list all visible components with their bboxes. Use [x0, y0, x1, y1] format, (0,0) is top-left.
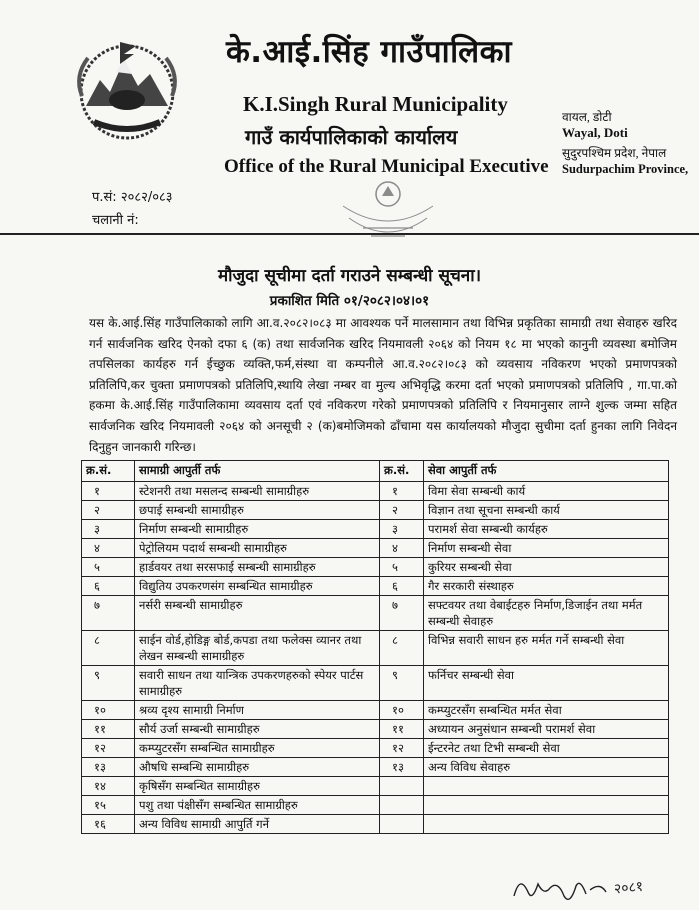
row-serial-goods: २: [82, 501, 135, 520]
header-services-supply: सेवा आपुर्ती तर्फ: [424, 461, 669, 482]
row-serial-services: २: [380, 501, 424, 520]
row-services-item: विज्ञान तथा सूचना सम्बन्धी कार्य: [424, 501, 669, 520]
table-row: [82, 666, 669, 701]
row-services-item: अध्यायन अनुसंधान सम्बन्धी परामर्श सेवा: [424, 720, 669, 739]
notice-body: [89, 313, 677, 457]
registration-categories-table: [81, 460, 669, 834]
table-body: [82, 482, 669, 834]
table-row: [82, 596, 669, 631]
row-goods-item: श्रव्य दृश्य सामाग्री निर्माण: [135, 701, 380, 720]
address-english: Wayal, Doti: [562, 125, 628, 140]
table-row: [82, 558, 669, 577]
row-serial-goods: १२: [82, 739, 135, 758]
table-row: [82, 577, 669, 596]
row-serial-services: [380, 796, 424, 815]
table-row: [82, 482, 669, 501]
table-row: [82, 720, 669, 739]
row-goods-item: अन्य विविध सामाग्री आपुर्ति गर्ने: [135, 815, 380, 834]
table-row: [82, 796, 669, 815]
row-serial-services: ९: [380, 666, 424, 701]
row-serial-goods: ११: [82, 720, 135, 739]
row-goods-item: पशु तथा पंक्षीसँग सम्बन्धित सामाग्रीहरु: [135, 796, 380, 815]
municipality-title-english: K.I.Singh Rural Municipality: [243, 92, 508, 116]
header-divider: [0, 233, 699, 235]
row-serial-goods: ४: [82, 539, 135, 558]
row-services-item: ईन्टरनेट तथा टिभी सम्बन्धी सेवा: [424, 739, 669, 758]
signature-icon: [510, 866, 670, 910]
row-goods-item: छपाई सम्बन्धी सामाग्रीहरु: [135, 501, 380, 520]
table-header-row: [82, 461, 669, 482]
row-serial-services: १२: [380, 739, 424, 758]
row-serial-services: ८: [380, 631, 424, 666]
row-goods-item: कम्प्युटरसँग सम्बन्धित सामाग्रीहरु: [135, 739, 380, 758]
row-serial-goods: ३: [82, 520, 135, 539]
row-serial-goods: ९: [82, 666, 135, 701]
table-row: [82, 501, 669, 520]
row-serial-services: १०: [380, 701, 424, 720]
municipality-title-nepali: के.आई.सिंह गाउँपालिका: [226, 34, 512, 70]
row-serial-goods: ८: [82, 631, 135, 666]
table-row: [82, 539, 669, 558]
row-services-item: [424, 796, 669, 815]
row-services-item: विमा सेवा सम्बन्धी कार्य: [424, 482, 669, 501]
row-services-item: गैर सरकारी संस्थाहरु: [424, 577, 669, 596]
row-goods-item: औषधि सम्बन्धि सामाग्रीहरु: [135, 758, 380, 777]
row-serial-goods: १: [82, 482, 135, 501]
row-goods-item: साईन वोर्ड,होडिङ्ग बोर्ड,कपडा तथा फलेक्स व्यानर तथा लेखन सम्बन्धी सामाग्रीहरु: [135, 631, 380, 666]
table-row: [82, 701, 669, 720]
row-serial-services: १३: [380, 758, 424, 777]
row-goods-item: निर्माण सम्बन्धी सामाग्रीहरु: [135, 520, 380, 539]
row-goods-item: हार्डवयर तथा सरसफाई सम्बन्धी सामाग्रीहरु: [135, 558, 380, 577]
header-goods-supply: सामाग्री आपुर्ती तर्फ: [135, 461, 380, 482]
row-serial-services: ७: [380, 596, 424, 631]
row-serial-goods: १०: [82, 701, 135, 720]
row-serial-goods: ५: [82, 558, 135, 577]
row-goods-item: विद्युतिय उपकरणसंग सम्बन्धित सामाग्रीहरु: [135, 577, 380, 596]
row-serial-services: ३: [380, 520, 424, 539]
row-serial-goods: १५: [82, 796, 135, 815]
row-goods-item: पेट्रोलियम पदार्थ सम्बन्धी सामाग्रीहरु: [135, 539, 380, 558]
province-nepali: सुदुरपश्चिम प्रदेश, नेपाल: [562, 146, 667, 160]
published-date: प्रकाशित मिति ०१/२०८२।०४।०१: [269, 293, 430, 309]
dispatch-number: चलानी नं:: [92, 213, 139, 228]
table-row: [82, 815, 669, 834]
row-serial-services: ६: [380, 577, 424, 596]
row-serial-services: [380, 815, 424, 834]
row-services-item: अन्य विविध सेवाहरु: [424, 758, 669, 777]
row-goods-item: सौर्य उर्जा सम्बन्धी सामाग्रीहरु: [135, 720, 380, 739]
row-serial-services: १: [380, 482, 424, 501]
row-services-item: निर्माण सम्बन्धी सेवा: [424, 539, 669, 558]
row-goods-item: स्टेशनरी तथा मसलन्द सम्बन्धी सामाग्रीहरु: [135, 482, 380, 501]
row-serial-goods: १४: [82, 777, 135, 796]
table-row: [82, 758, 669, 777]
row-services-item: [424, 815, 669, 834]
row-serial-services: [380, 777, 424, 796]
row-goods-item: कृषिसँग सम्बन्धित सामाग्रीहरु: [135, 777, 380, 796]
row-services-item: फर्निचर सम्बन्धी सेवा: [424, 666, 669, 701]
header-serial-goods: क्र.सं.: [82, 461, 135, 482]
signature-date: २०८१: [613, 878, 644, 898]
row-serial-services: ११: [380, 720, 424, 739]
row-serial-services: ४: [380, 539, 424, 558]
row-services-item: परामर्श सेवा सम्बन्धी कार्यहरु: [424, 520, 669, 539]
row-services-item: कम्प्युटरसँग सम्बन्धित मर्मत सेवा: [424, 701, 669, 720]
row-services-item: विभिन्न सवारी साधन हरु मर्मत गर्ने सम्बन्धी सेवा: [424, 631, 669, 666]
table-row: [82, 777, 669, 796]
row-services-item: [424, 777, 669, 796]
table-row: [82, 631, 669, 666]
header-serial-services: क्र.सं.: [380, 461, 424, 482]
address-nepali: वायल, डोटी: [562, 110, 612, 124]
notice-body-paragraph: यस के.आई.सिंह गाउँपालिकाको लागि आ.व.२०८२।०८३ मा आवश्यक पर्ने मालसामान तथा विभिन्न प्रकृतिका सामाग्री तथा सेवाहरु खरिद गर्न सार्वजनिक खरिद ऐनको दफा ६ (क) तथा सार्वजनिक खरिद नियमावली २०६४ को नियम १८ मा भएको कानुनी व्यवस्था बमोजिम तपसिलका कार्यहरु गर्न ईच्छुक व्यक्ति,फर्म,संस्था वा कम्पनीले आ.व.२०८२।०८३ को व्यवसाय नविकरण भएको प्रमाणपत्रको प्रतिलिपि,कर चुक्ता प्रमाणपत्रको प्रतिलिपि,स्थायि लेखा नम्बर वा मुल्य अभिवृद्धि करमा दर्ता भएको प्रमाणपत्रको प्रतिलिपि , गा.पा.को हकमा के.आई.सिंह गाउँपालिकामा व्यवसाय दर्ता एवं नविकरण गरेको प्रमाणपत्रको प्रतिलिपि र नियमानुसार लाग्ने शुल्क जम्मा सहित सार्वजनिक खरिद नियमावली २०६४ को अनसूची २ (क)बमोजिमको ढाँचामा यस कार्यालयको मौजुदा सुचीमा दर्ता हुनका लागि निवेदन दिनुहुन जानकारी गरिन्छ।: [89, 316, 677, 454]
row-services-item: सफ्टवयर तथा वेबाईटहरु निर्माण,डिजाईन तथा मर्मत सम्बन्धी सेवाहरु: [424, 596, 669, 631]
reference-number: प.सं: २०८२/०८३: [92, 190, 173, 205]
row-goods-item: सवारी साधन तथा यान्त्रिक उपकरणहरुको स्पेयर पार्टस सामाग्रीहरु: [135, 666, 380, 701]
row-goods-item: नर्सरी सम्बन्धी सामाग्रीहरु: [135, 596, 380, 631]
row-serial-goods: १३: [82, 758, 135, 777]
table-row: [82, 520, 669, 539]
office-title-english: Office of the Rural Municipal Executive: [224, 156, 549, 177]
row-serial-services: ५: [380, 558, 424, 577]
row-services-item: कुरियर सम्बन्धी सेवा: [424, 558, 669, 577]
notice-title: मौजुदा सूचीमा दर्ता गराउने सम्बन्धी सूचना।: [217, 266, 482, 286]
nepal-emblem-icon: [64, 36, 190, 142]
province-english: Sudurpachim Province,: [562, 162, 689, 176]
row-serial-goods: १६: [82, 815, 135, 834]
row-serial-goods: ७: [82, 596, 135, 631]
row-serial-goods: ६: [82, 577, 135, 596]
office-title-nepali: गाउँ कार्यपालिकाको कार्यालय: [245, 125, 458, 149]
table-row: [82, 739, 669, 758]
